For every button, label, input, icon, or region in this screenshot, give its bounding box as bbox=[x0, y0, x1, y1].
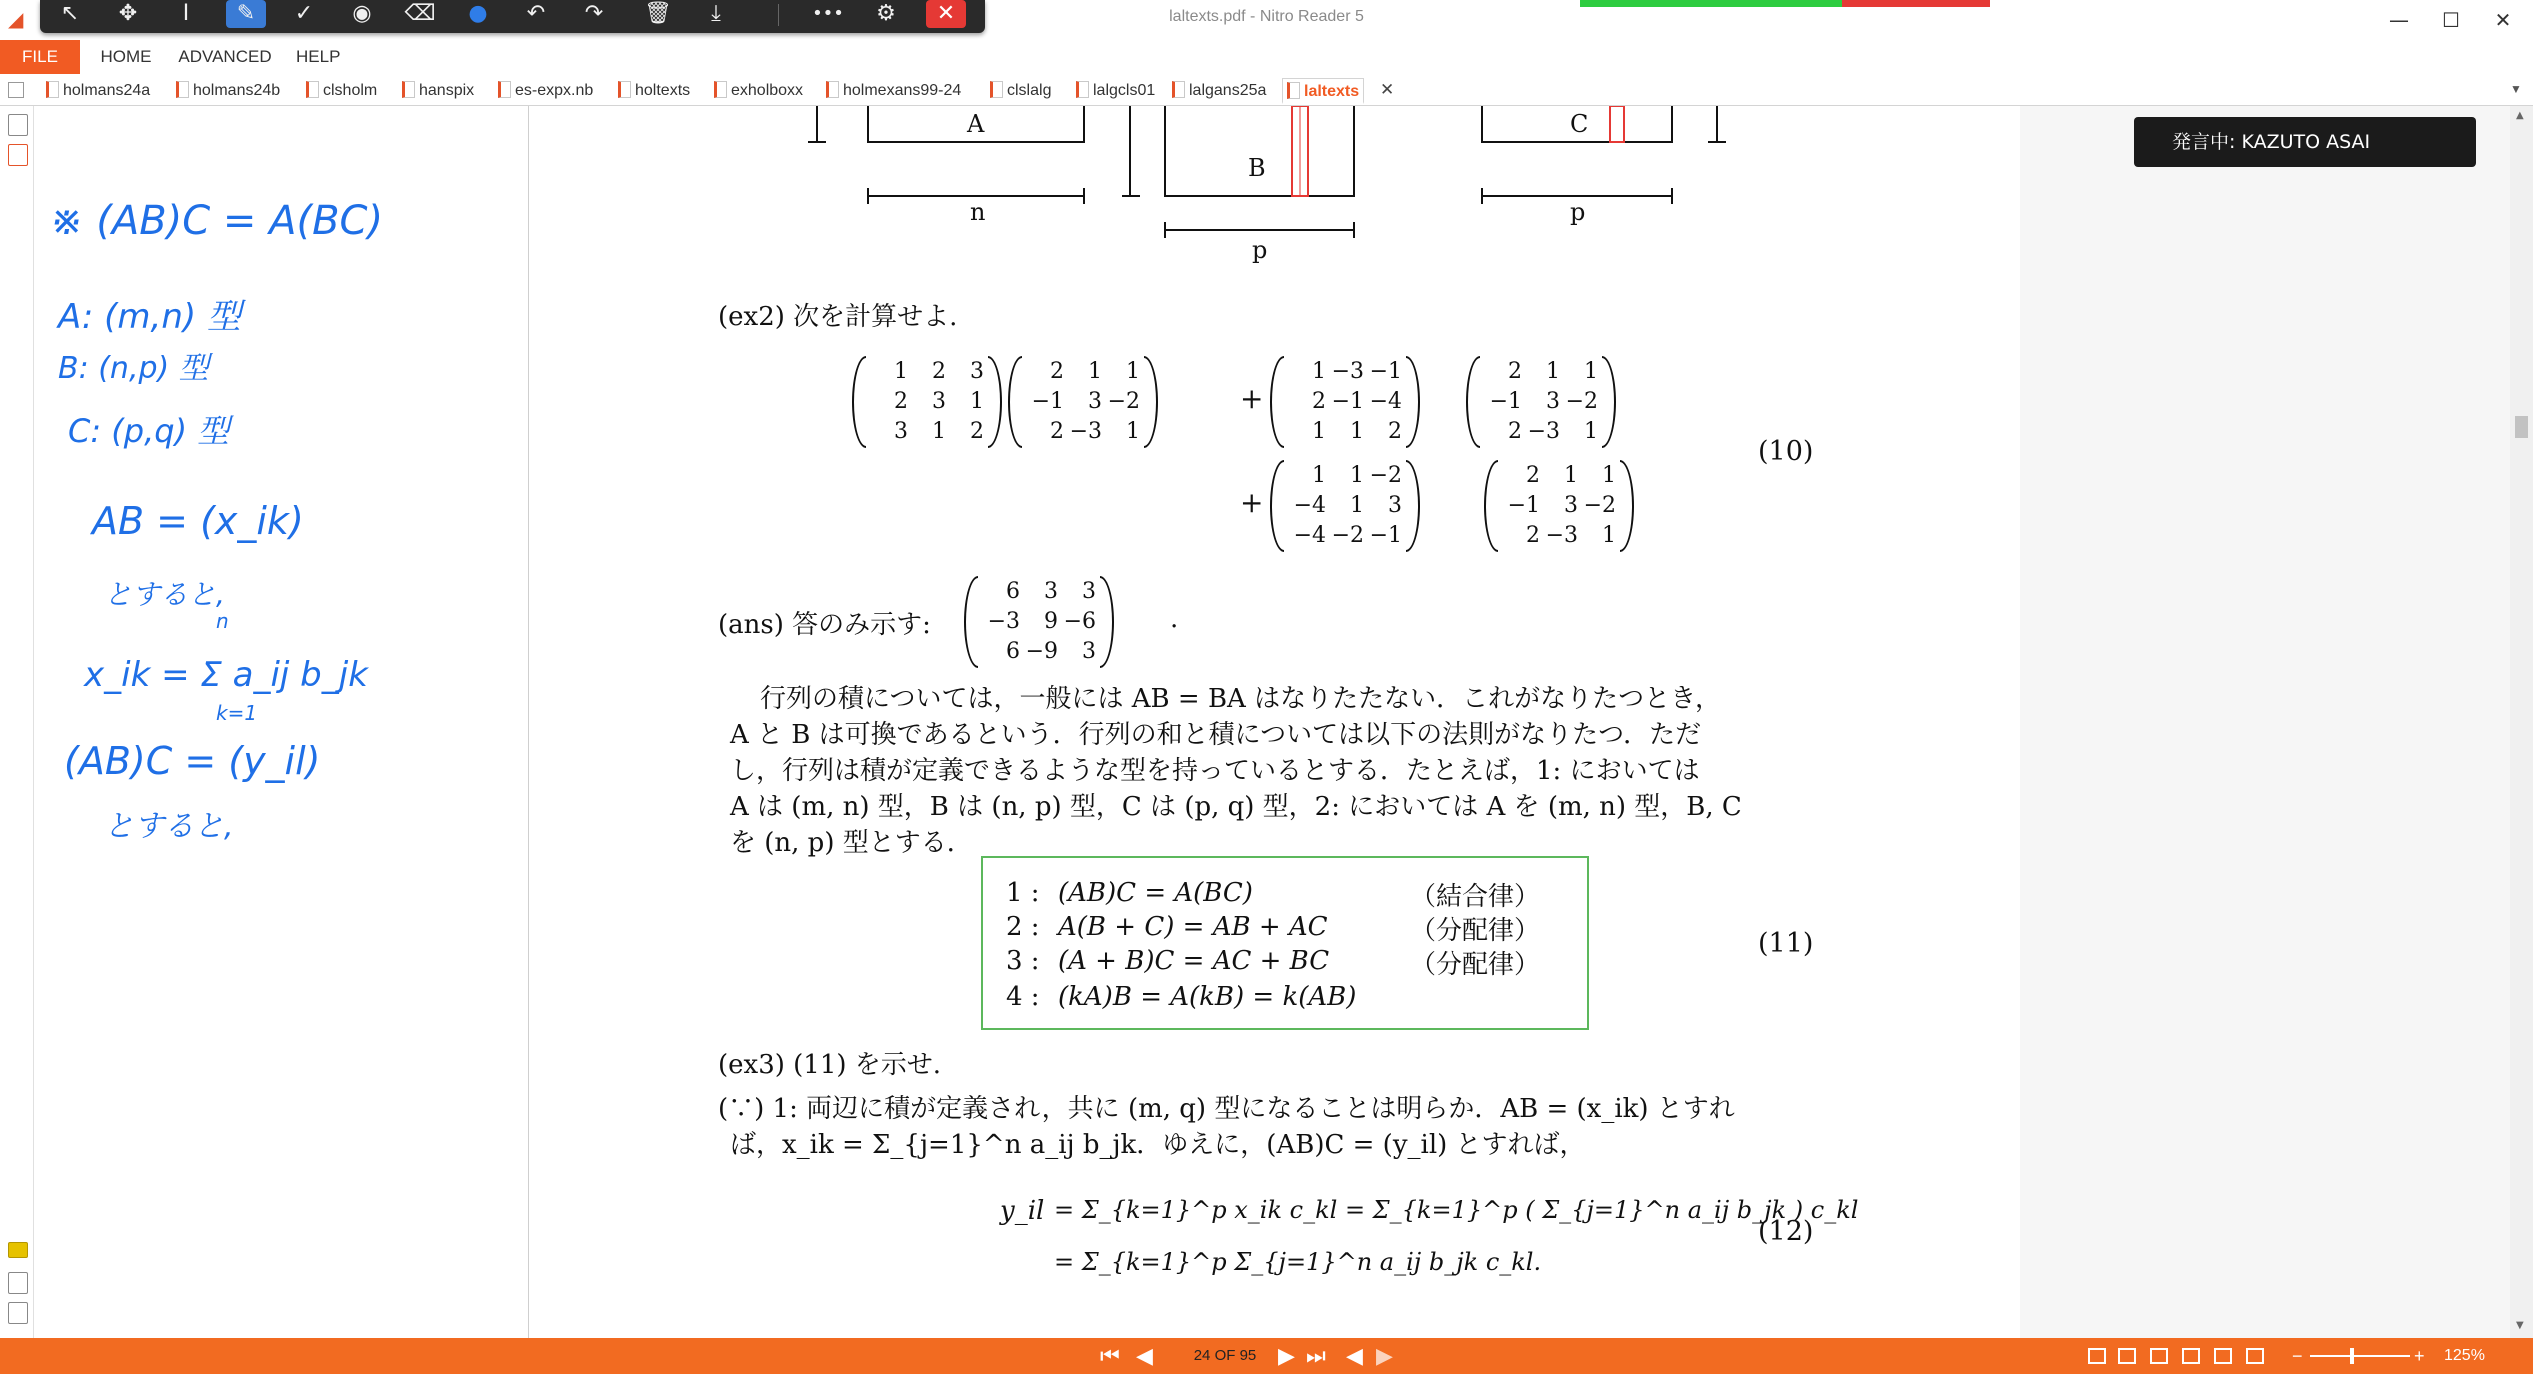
matrix-cell: −3 bbox=[987, 609, 1020, 634]
matrix-grid bbox=[866, 358, 988, 446]
matrix-grid bbox=[1498, 462, 1620, 550]
next-view-icon[interactable]: ▶ bbox=[1376, 1343, 1393, 1368]
page-margin-right bbox=[2020, 106, 2510, 1338]
text-cursor-icon[interactable]: I bbox=[182, 1, 190, 26]
close-window-button[interactable]: ✕ bbox=[2494, 8, 2512, 32]
matrix-cell: −2 bbox=[1565, 389, 1598, 414]
facing-continuous-view-icon[interactable] bbox=[2182, 1348, 2200, 1364]
tab-lalgans25a[interactable] bbox=[1172, 78, 1266, 104]
zoom-level[interactable]: 125% bbox=[2444, 1347, 2485, 1364]
handwriting-canvas bbox=[34, 106, 529, 1338]
law-1-name: （結合律） bbox=[1410, 882, 1541, 912]
note-line-3: B: (n,p) 型 bbox=[58, 351, 209, 386]
recording-level-red bbox=[1842, 0, 1990, 7]
tab-label: clslalg bbox=[1007, 82, 1052, 99]
tab-holtexts[interactable] bbox=[618, 78, 690, 104]
figure-dim-p1: p bbox=[1252, 236, 1268, 264]
layers-panel-icon[interactable] bbox=[8, 1302, 28, 1324]
scroll-down-arrow-icon[interactable]: ▼ bbox=[2516, 1320, 2524, 1331]
tab-label: holmans24a bbox=[63, 82, 151, 99]
tab-hanspix[interactable] bbox=[402, 78, 474, 104]
matrix-cell: 2 bbox=[970, 419, 984, 444]
matrix-cell: 1 bbox=[1312, 419, 1326, 444]
pdf-file-icon bbox=[306, 81, 319, 98]
matrix-cell: 6 bbox=[1006, 579, 1020, 604]
law-2-number: 2 : bbox=[1006, 912, 1040, 942]
redo-icon[interactable]: ↷ bbox=[584, 1, 604, 26]
tab-holmans24b[interactable] bbox=[176, 78, 280, 104]
check-icon[interactable]: ✓ bbox=[294, 1, 314, 26]
attachments-panel-icon[interactable] bbox=[8, 1272, 28, 1294]
ans-period: . bbox=[1170, 604, 1179, 634]
law-4-formula: (kA)B = A(kB) = k(AB) bbox=[1058, 982, 1357, 1012]
pdf-file-icon bbox=[1172, 81, 1185, 98]
pdf-file-icon bbox=[1287, 82, 1300, 99]
paragraph-line-3: し，行列は積が定義できるような型を持っているとする．たとえば，1: においては bbox=[730, 756, 1700, 786]
note-line-7: x_ik = Σ a_ij b_jk bbox=[84, 655, 368, 695]
close-tab-icon[interactable]: ✕ bbox=[1380, 80, 1395, 99]
matrix-cell: −4 bbox=[1369, 389, 1402, 414]
matrix-cell: 2 bbox=[1050, 419, 1064, 444]
menu-bar bbox=[0, 40, 2533, 74]
status-bar bbox=[0, 1338, 2533, 1374]
matrix-cell: 6 bbox=[1006, 639, 1020, 664]
more-options-icon[interactable]: ••• bbox=[812, 3, 844, 24]
law-3-number: 3 : bbox=[1006, 946, 1040, 976]
fit-page-icon[interactable] bbox=[2246, 1348, 2264, 1364]
maximize-button[interactable]: ☐ bbox=[2442, 8, 2460, 32]
plus-sign: + bbox=[1240, 486, 1264, 519]
menu-advanced[interactable]: ADVANCED bbox=[178, 47, 272, 66]
matrix-cell: 2 bbox=[1526, 463, 1540, 488]
matrix-dimension-figure bbox=[530, 106, 2020, 276]
matrix-cell: −1 bbox=[1507, 493, 1540, 518]
matrix-cell: 1 bbox=[1564, 463, 1578, 488]
pen-icon[interactable]: ✎ bbox=[226, 0, 266, 28]
bookmarks-panel-icon[interactable] bbox=[8, 144, 28, 166]
matrix-cell: 1 bbox=[1350, 493, 1364, 518]
matrix-m6 bbox=[1484, 460, 1634, 552]
minimize-button[interactable]: — bbox=[2389, 8, 2409, 32]
scroll-up-arrow-icon[interactable]: ▲ bbox=[2516, 110, 2524, 121]
matrix-m4 bbox=[1466, 356, 1616, 448]
plus-sign: + bbox=[1240, 382, 1264, 415]
matrix-m3 bbox=[1270, 356, 1420, 448]
pdf-file-icon bbox=[990, 81, 1003, 98]
matrix-cell: −3 bbox=[1331, 359, 1364, 384]
matrix-cell: 1 bbox=[1126, 419, 1140, 444]
figure-label-b: B bbox=[1248, 154, 1266, 182]
matrix-cell: 3 bbox=[894, 419, 908, 444]
matrix-cell: −3 bbox=[1069, 419, 1102, 444]
pdf-file-icon bbox=[498, 81, 511, 98]
ex2-heading: (ex2) 次を計算せよ. bbox=[718, 302, 958, 332]
tab-holmans24a[interactable] bbox=[46, 78, 150, 104]
tab-laltexts[interactable] bbox=[1282, 78, 1364, 104]
matrix-cell: 1 bbox=[1584, 359, 1598, 384]
note-line-2: A: (m,n) 型 bbox=[58, 297, 241, 337]
facing-view-icon[interactable] bbox=[2150, 1348, 2168, 1364]
left-rail bbox=[0, 106, 34, 1338]
tab-label: holmexans99-24 bbox=[843, 82, 962, 99]
matrix-grid bbox=[978, 578, 1100, 666]
tab-label: lalgcls01 bbox=[1093, 82, 1156, 99]
figure-label-c: C bbox=[1570, 110, 1589, 138]
matrix-grid bbox=[1284, 358, 1406, 446]
matrix-cell: 3 bbox=[1082, 639, 1096, 664]
matrix-cell: −6 bbox=[1063, 609, 1096, 634]
notes-panel[interactable] bbox=[34, 106, 529, 1338]
continuous-view-icon[interactable] bbox=[2118, 1348, 2136, 1364]
tab-label: es-expx.nb bbox=[515, 82, 594, 99]
matrix-cell: −1 bbox=[1031, 389, 1064, 414]
equation-number-10: (10) bbox=[1758, 436, 1814, 467]
matrix-cell: 1 bbox=[1602, 523, 1616, 548]
matrix-cell: 3 bbox=[1546, 389, 1560, 414]
matrix-cell: 2 bbox=[932, 359, 946, 384]
note-line-4: C: (p,q) 型 bbox=[68, 412, 230, 450]
paragraph-line-2: A と B は可換であるという．行列の和と積については以下の法則がなりたつ．ただ bbox=[730, 720, 1702, 750]
figure-dim-n: n bbox=[970, 198, 986, 226]
tab-lalgcls01[interactable] bbox=[1076, 78, 1155, 104]
zoom-slider[interactable] bbox=[2310, 1355, 2410, 1357]
law-4-number: 4 : bbox=[1006, 982, 1040, 1012]
matrix-cell: 2 bbox=[1526, 523, 1540, 548]
document-tab-bar bbox=[0, 74, 2533, 106]
proof-line-2: ば，x_ik = Σ_{j=1}^n a_ij b_jk．ゆえに，(AB)C = (y_il) とすれば， bbox=[730, 1130, 1586, 1160]
matrix-cell: −2 bbox=[1107, 389, 1140, 414]
record-icon[interactable]: ◉ bbox=[352, 1, 372, 26]
matrix-cell: −3 bbox=[1527, 419, 1560, 444]
matrix-cell: 2 bbox=[1508, 359, 1522, 384]
first-page-icon[interactable]: ⏮ bbox=[1100, 1343, 1120, 1368]
matrix-cell: 1 bbox=[1312, 359, 1326, 384]
toolbar-separator bbox=[778, 4, 779, 26]
figure-dim-p2: p bbox=[1570, 198, 1586, 226]
matrix-cell: −2 bbox=[1369, 463, 1402, 488]
note-line-9: とすると, bbox=[104, 809, 234, 844]
matrix-cell: 1 bbox=[932, 419, 946, 444]
matrix-cell: 1 bbox=[1126, 359, 1140, 384]
prev-page-icon[interactable]: ◀ bbox=[1136, 1343, 1153, 1368]
note-sum-upper: n bbox=[216, 609, 229, 633]
matrix-cell: −2 bbox=[1583, 493, 1616, 518]
comments-panel-icon[interactable] bbox=[8, 1242, 28, 1258]
law-3-formula: (A + B)C = AC + BC bbox=[1058, 946, 1330, 976]
vertical-scrollbar[interactable] bbox=[2510, 106, 2533, 1338]
note-line-5: AB = (x_ik) bbox=[92, 499, 304, 543]
speaking-now-badge: 発言中: KAZUTO ASAI bbox=[2134, 117, 2476, 167]
matrix-cell: −4 bbox=[1293, 493, 1326, 518]
zoom-out-button[interactable]: − bbox=[2292, 1346, 2303, 1366]
matrix-cell: 3 bbox=[1082, 579, 1096, 604]
tab-label: hanspix bbox=[419, 82, 475, 99]
close-toolbar-icon[interactable]: ✕ bbox=[926, 0, 966, 28]
matrix-cell: −2 bbox=[1331, 523, 1364, 548]
pdf-file-icon bbox=[1076, 81, 1089, 98]
eq12-lhs: y_il bbox=[1000, 1196, 1045, 1226]
matrix-cell: −1 bbox=[1369, 523, 1402, 548]
ans-label: (ans) 答のみ示す: bbox=[718, 610, 931, 640]
matrix-cell: −9 bbox=[1025, 639, 1058, 664]
zoom-in-button[interactable]: + bbox=[2414, 1346, 2425, 1366]
tab-label: exholboxx bbox=[731, 82, 804, 99]
matrix-cell: −1 bbox=[1369, 359, 1402, 384]
menu-home[interactable]: HOME bbox=[100, 47, 152, 66]
next-page-icon[interactable]: ▶ bbox=[1278, 1343, 1295, 1368]
window-title: laltexts.pdf - Nitro Reader 5 bbox=[1169, 8, 1364, 25]
scrollbar-thumb[interactable] bbox=[2515, 416, 2528, 438]
pages-panel-icon[interactable] bbox=[8, 114, 28, 136]
tab-clslalg[interactable] bbox=[990, 78, 1051, 104]
pen-toolbar bbox=[40, 0, 985, 33]
note-line-8: (AB)C = (y_il) bbox=[64, 739, 321, 783]
matrix-cell: 1 bbox=[970, 389, 984, 414]
trash-icon[interactable]: 🗑 bbox=[644, 1, 672, 26]
pan-move-icon[interactable]: ✥ bbox=[118, 1, 138, 26]
matrix-cell: 1 bbox=[1088, 359, 1102, 384]
pdf-file-icon bbox=[618, 81, 631, 98]
law-2-name: （分配律） bbox=[1410, 916, 1541, 946]
matrix-cell: 1 bbox=[894, 359, 908, 384]
matrix-cell: −4 bbox=[1293, 523, 1326, 548]
matrix-cell: 2 bbox=[1312, 389, 1326, 414]
paragraph-line-4: A は (m, n) 型，B は (n, p) 型，C は (p, q) 型，2: においては A を (m, n) 型，B, C bbox=[730, 792, 1742, 822]
equation-number-11: (11) bbox=[1758, 928, 1814, 959]
ex3-heading: (ex3) (11) を示せ. bbox=[718, 1050, 942, 1080]
pdf-file-icon bbox=[176, 81, 189, 98]
proof-line-1: (∵) 1: 両辺に積が定義され，共に (m, q) 型になることは明らか．AB = (x_ik) とすれ bbox=[718, 1094, 1735, 1124]
eq12-line-1: = Σ_{k=1}^p x_ik c_kl = Σ_{k=1}^p ( Σ_{j=1}^n a_ij b_jk ) c_kl bbox=[1054, 1196, 1859, 1224]
figure-label-a: A bbox=[967, 110, 985, 138]
pdf-file-icon bbox=[826, 81, 839, 98]
matrix-cell: 9 bbox=[1044, 609, 1058, 634]
matrix-m1 bbox=[852, 356, 1002, 448]
matrix-cell: 3 bbox=[1564, 493, 1578, 518]
tab-label: holtexts bbox=[635, 82, 691, 99]
answer-matrix bbox=[964, 576, 1114, 668]
tab-holmexans99-24[interactable] bbox=[826, 78, 961, 104]
law-3-name: （分配律） bbox=[1410, 950, 1541, 980]
law-1-formula: (AB)C = A(BC) bbox=[1058, 878, 1253, 908]
matrix-cell: 1 bbox=[1546, 359, 1560, 384]
matrix-cell: 2 bbox=[1050, 359, 1064, 384]
undo-icon[interactable]: ↶ bbox=[526, 1, 546, 26]
matrix-cell: −1 bbox=[1489, 389, 1522, 414]
note-line-1: ※ (AB)C = A(BC) bbox=[50, 198, 384, 244]
paragraph-line-5: を (n, p) 型とする． bbox=[730, 828, 973, 858]
fit-width-icon[interactable] bbox=[2214, 1348, 2232, 1364]
menu-file[interactable]: FILE bbox=[0, 40, 80, 74]
nitro-app-icon[interactable]: ◢ bbox=[8, 7, 24, 31]
law-1-number: 1 : bbox=[1006, 878, 1040, 908]
matrix-cell: 3 bbox=[1388, 493, 1402, 518]
matrix-m5 bbox=[1270, 460, 1420, 552]
law-2-formula: A(B + C) = AB + AC bbox=[1058, 912, 1328, 942]
matrix-cell: 2 bbox=[1388, 419, 1402, 444]
zoom-slider-thumb[interactable] bbox=[2350, 1348, 2354, 1364]
matrix-cell: −1 bbox=[1331, 389, 1364, 414]
previous-view-icon[interactable]: ◀ bbox=[1346, 1343, 1363, 1368]
color-picker-icon[interactable]: ● bbox=[468, 1, 488, 26]
matrix-cell: 2 bbox=[1508, 419, 1522, 444]
eq12-line-2: = Σ_{k=1}^p Σ_{j=1}^n a_ij b_jk c_kl. bbox=[1054, 1248, 1542, 1276]
settings-icon[interactable]: ⚙ bbox=[876, 1, 896, 26]
note-line-6: とすると, bbox=[104, 578, 225, 611]
matrix-cell: 1 bbox=[1350, 463, 1364, 488]
tab-clsholm[interactable] bbox=[306, 78, 377, 104]
tab-label: laltexts bbox=[1304, 83, 1360, 100]
matrix-grid bbox=[1480, 358, 1602, 446]
single-page-view-icon[interactable] bbox=[2088, 1348, 2106, 1364]
matrix-cell: −3 bbox=[1545, 523, 1578, 548]
matrix-cell: 1 bbox=[1350, 419, 1364, 444]
matrix-cell: 1 bbox=[1602, 463, 1616, 488]
tab-es-expx[interactable] bbox=[498, 78, 593, 104]
matrix-grid bbox=[1022, 358, 1144, 446]
last-page-icon[interactable]: ⏭ bbox=[1306, 1343, 1326, 1368]
matrix-cell: 3 bbox=[970, 359, 984, 384]
pdf-file-icon bbox=[402, 81, 415, 98]
matrix-cell: 1 bbox=[1584, 419, 1598, 444]
matrix-cell: 3 bbox=[1088, 389, 1102, 414]
menu-help[interactable]: HELP bbox=[296, 47, 341, 66]
tab-exholboxx[interactable] bbox=[714, 78, 803, 104]
pdf-file-icon bbox=[714, 81, 727, 98]
tab-label: lalgans25a bbox=[1189, 82, 1267, 99]
tab-label: clsholm bbox=[323, 82, 378, 99]
matrix-cell: 3 bbox=[1044, 579, 1058, 604]
pdf-file-icon bbox=[46, 81, 59, 98]
matrix-grid bbox=[1284, 462, 1406, 550]
tab-list-icon[interactable] bbox=[8, 82, 24, 98]
matrix-cell: 1 bbox=[1312, 463, 1326, 488]
matrix-cell: 3 bbox=[932, 389, 946, 414]
eraser-icon[interactable]: ⌫ bbox=[404, 1, 436, 26]
select-arrow-icon[interactable]: ↖ bbox=[60, 1, 80, 26]
equation-number-12: (12) bbox=[1758, 1216, 1814, 1247]
note-sum-lower: k=1 bbox=[216, 701, 258, 725]
recording-level-green bbox=[1580, 0, 1842, 7]
tab-overflow-chevron-icon[interactable]: ▼ bbox=[2510, 82, 2522, 96]
matrix-m2 bbox=[1008, 356, 1158, 448]
matrix-cell: 2 bbox=[894, 389, 908, 414]
page-number-indicator[interactable]: 24 OF 95 bbox=[1193, 1347, 1257, 1364]
paragraph-line-1: 行列の積については，一般には AB = BA はなりたたない．これがなりたつとき， bbox=[760, 684, 1722, 714]
download-icon[interactable]: ⤓ bbox=[711, 1, 721, 26]
tab-label: holmans24b bbox=[193, 82, 281, 99]
